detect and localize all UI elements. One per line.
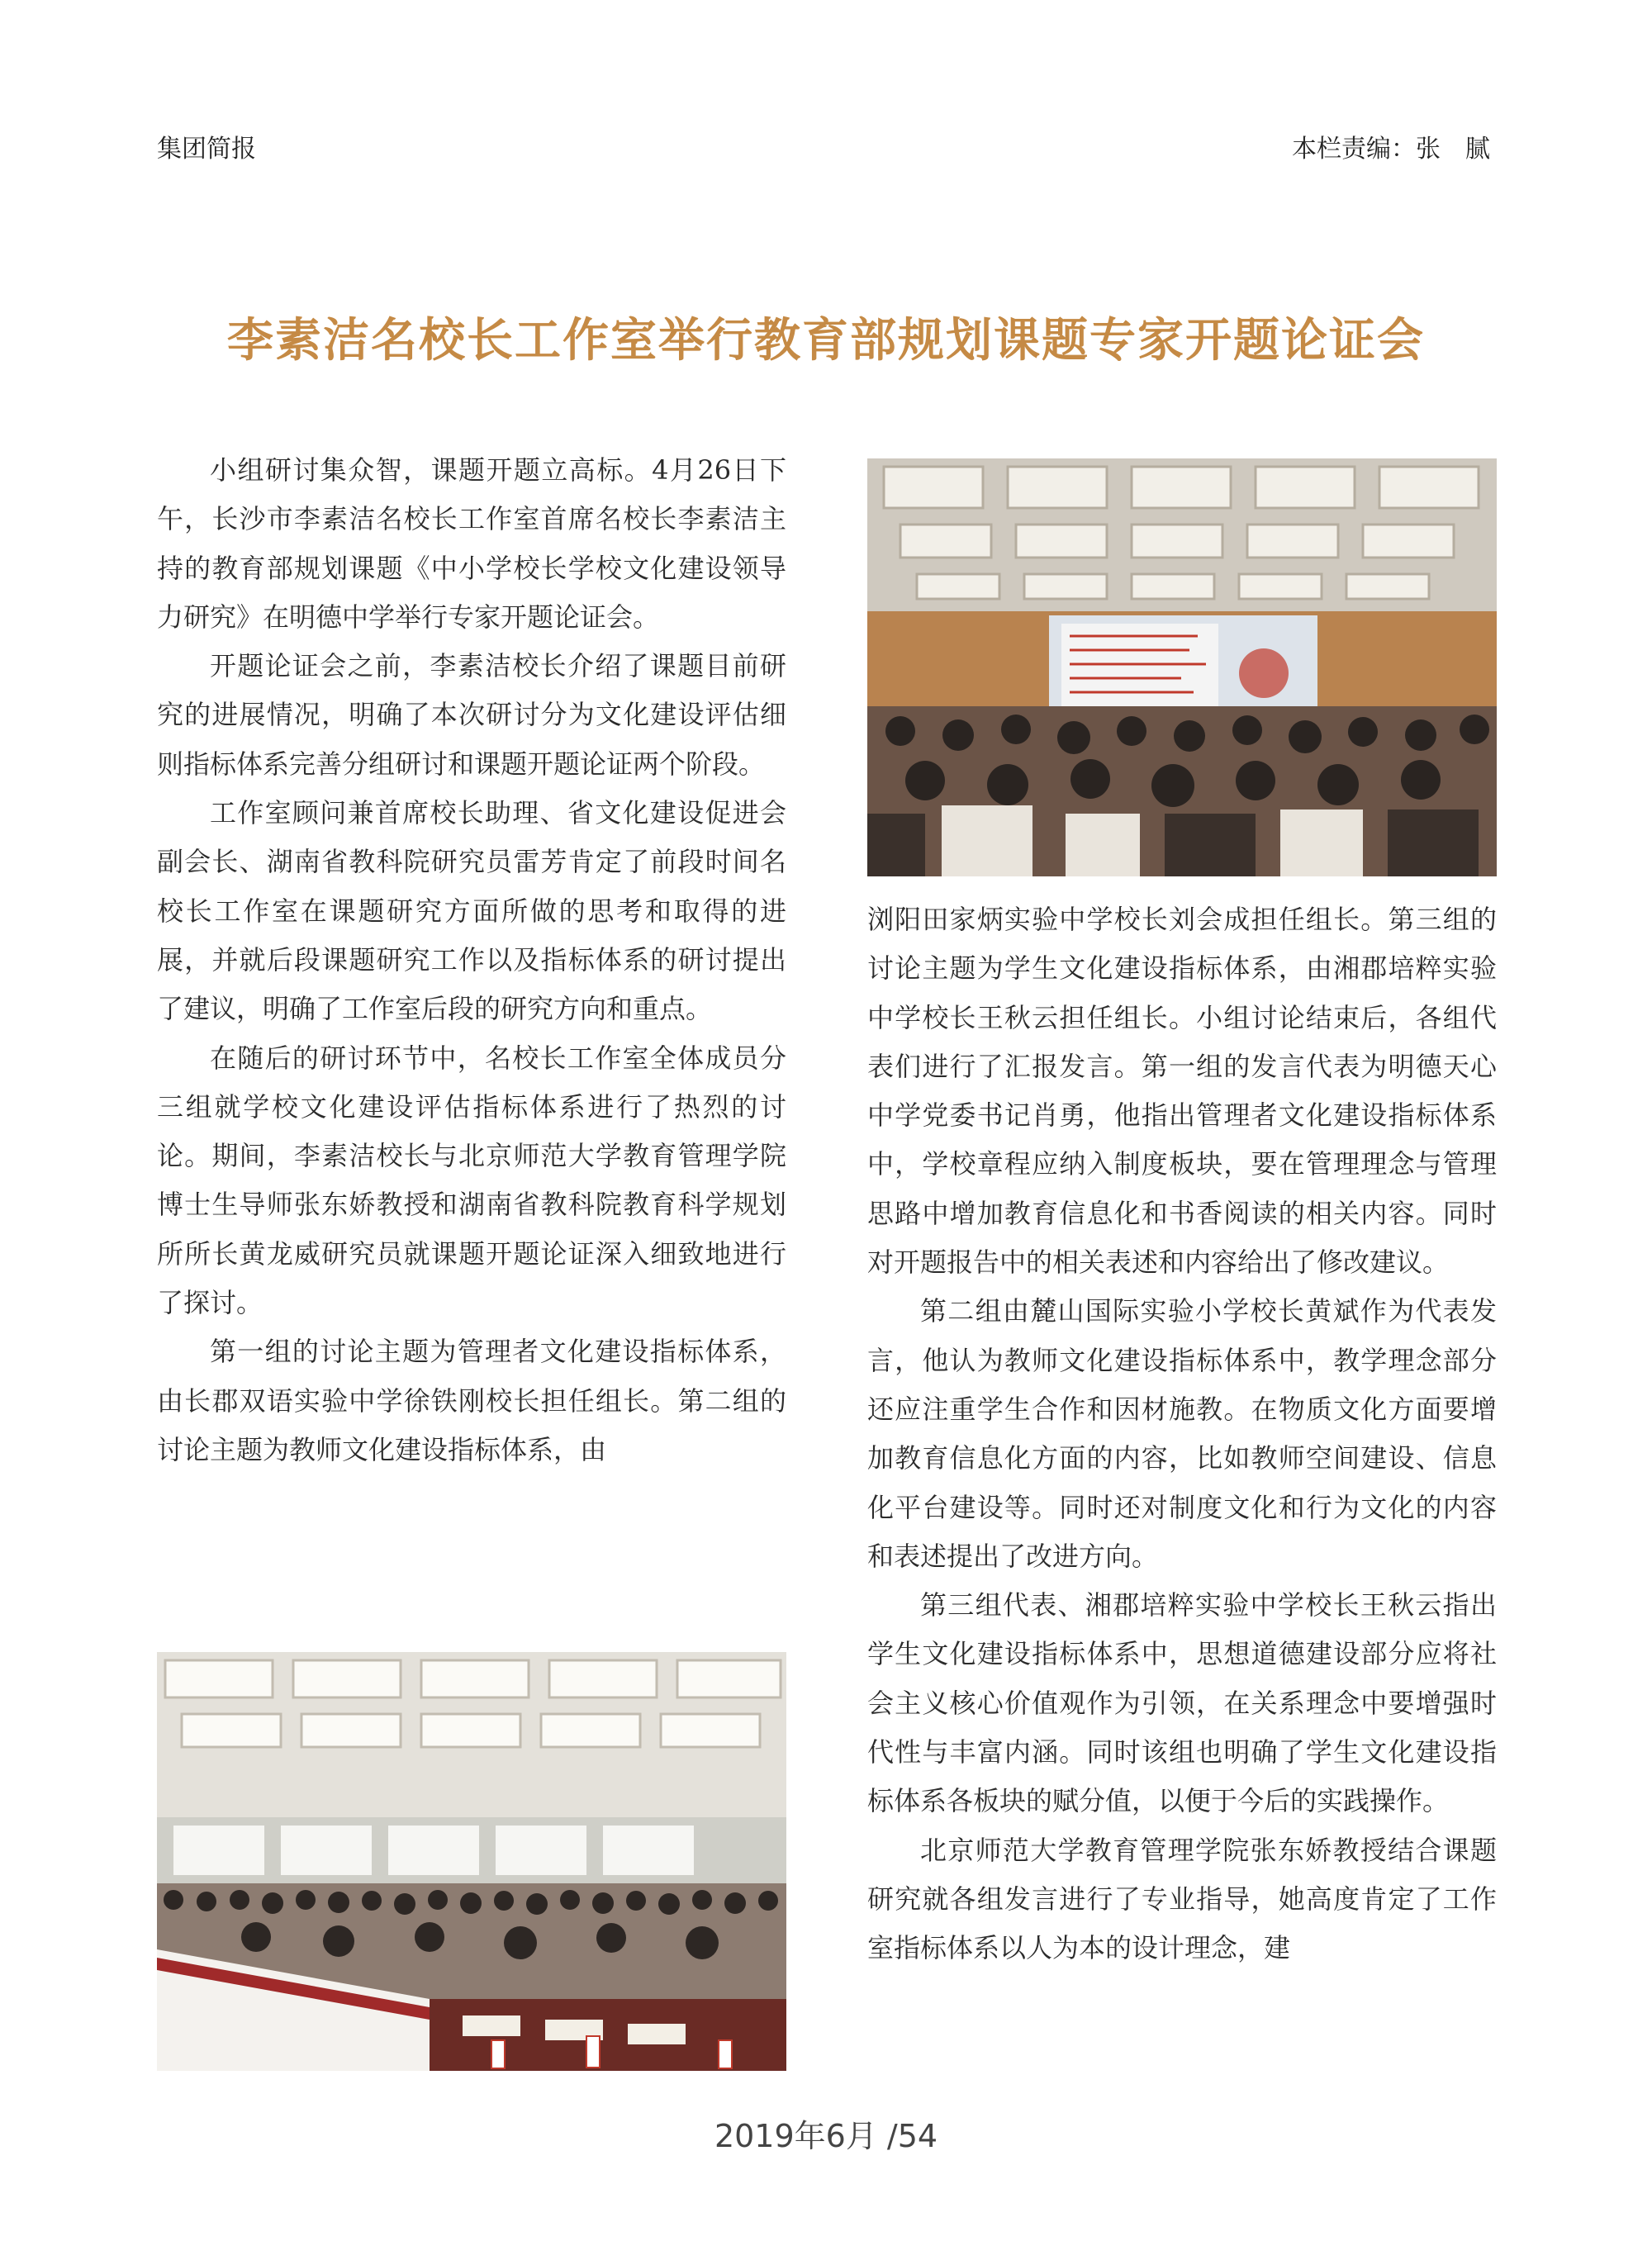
paragraph: 开题论证会之前，李素洁校长介绍了课题目前研究的进展情况，明确了本次研讨分为文化建设评估细则指标体系完善分组研讨和课题开题论证两个阶段。	[157, 650, 786, 780]
editor-credit: 本栏责编：张 腻	[1292, 135, 1490, 164]
article-column-right	[867, 895, 1497, 1973]
paragraph: 在随后的研讨环节中，名校长工作室全体成员分三组就学校文化建设评估指标体系进行了热烈的讨论。期间，李素洁校长与北京师范大学教育管理学院博士生导师张东娇教授和湖南省教科院教育科学规划所所长黄龙威研究员就课题开题论证深入细致地进行了探讨。	[157, 1042, 786, 1319]
paragraph: 第二组由麓山国际实验小学校长黄斌作为代表发言，他认为教师文化建设指标体系中，教学理念部分还应注重学生合作和因材施教。在物质文化方面要增加教育信息化方面的内容，比如教师空间建设、信息化平台建设等。同时还对制度文化和行为文化的内容和表述提出了改进方向。	[867, 1295, 1497, 1572]
meeting-hall-photo	[867, 458, 1497, 876]
paragraph: 工作室顾问兼首席校长助理、省文化建设促进会副会长、湖南省教科院研究员雷芳肯定了前段时间名校长工作室在课题研究方面所做的思考和取得的进展，并就后段课题研究工作以及指标体系的研讨提出了建议，明确了工作室后段的研究方向和重点。	[157, 797, 786, 1025]
article-column-left	[157, 446, 786, 1474]
section-label: 集团简报	[157, 135, 256, 164]
paragraph: 北京师范大学教育管理学院张东娇教授结合课题研究就各组发言进行了专业指导，她高度肯定了工作室指标体系以人为本的设计理念，建	[867, 1834, 1497, 1964]
audience-photo	[157, 1652, 786, 2071]
paragraph: 第一组的讨论主题为管理者文化建设指标体系，由长郡双语实验中学徐铁刚校长担任组长。第二组的讨论主题为教师文化建设指标体系，由	[157, 1336, 786, 1465]
article-title: 李素洁名校长工作室举行教育部规划课题专家开题论证会	[227, 313, 1425, 368]
paragraph: 浏阳田家炳实验中学校长刘会成担任组长。第三组的讨论主题为学生文化建设指标体系，由湘郡培粹实验中学校长王秋云担任组长。小组讨论结束后，各组代表们进行了汇报发言。第一组的发言代表为明德天心中学党委书记肖勇，他指出管理者文化建设指标体系中，学校章程应纳入制度板块，要在管理理念与管理思路中增加教育信息化和书香阅读的相关内容。同时对开题报告中的相关表述和内容给出了修改建议。	[867, 904, 1497, 1279]
paragraph: 第三组代表、湘郡培粹实验中学校长王秋云指出学生文化建设指标体系中，思想道德建设部分应将社会主义核心价值观作为引领，在关系理念中要增强时代性与丰富内涵。同时该组也明确了学生文化建设指标体系各板块的赋分值，以便于今后的实践操作。	[867, 1589, 1497, 1817]
paragraph: 小组研讨集众智，课题开题立高标。4月26日下午，长沙市李素洁名校长工作室首席名校长李素洁主持的教育部规划课题《中小学校长学校文化建设领导力研究》在明德中学举行专家开题论证会。	[157, 454, 786, 633]
page-footer: 2019年6月 /54	[714, 2118, 938, 2154]
